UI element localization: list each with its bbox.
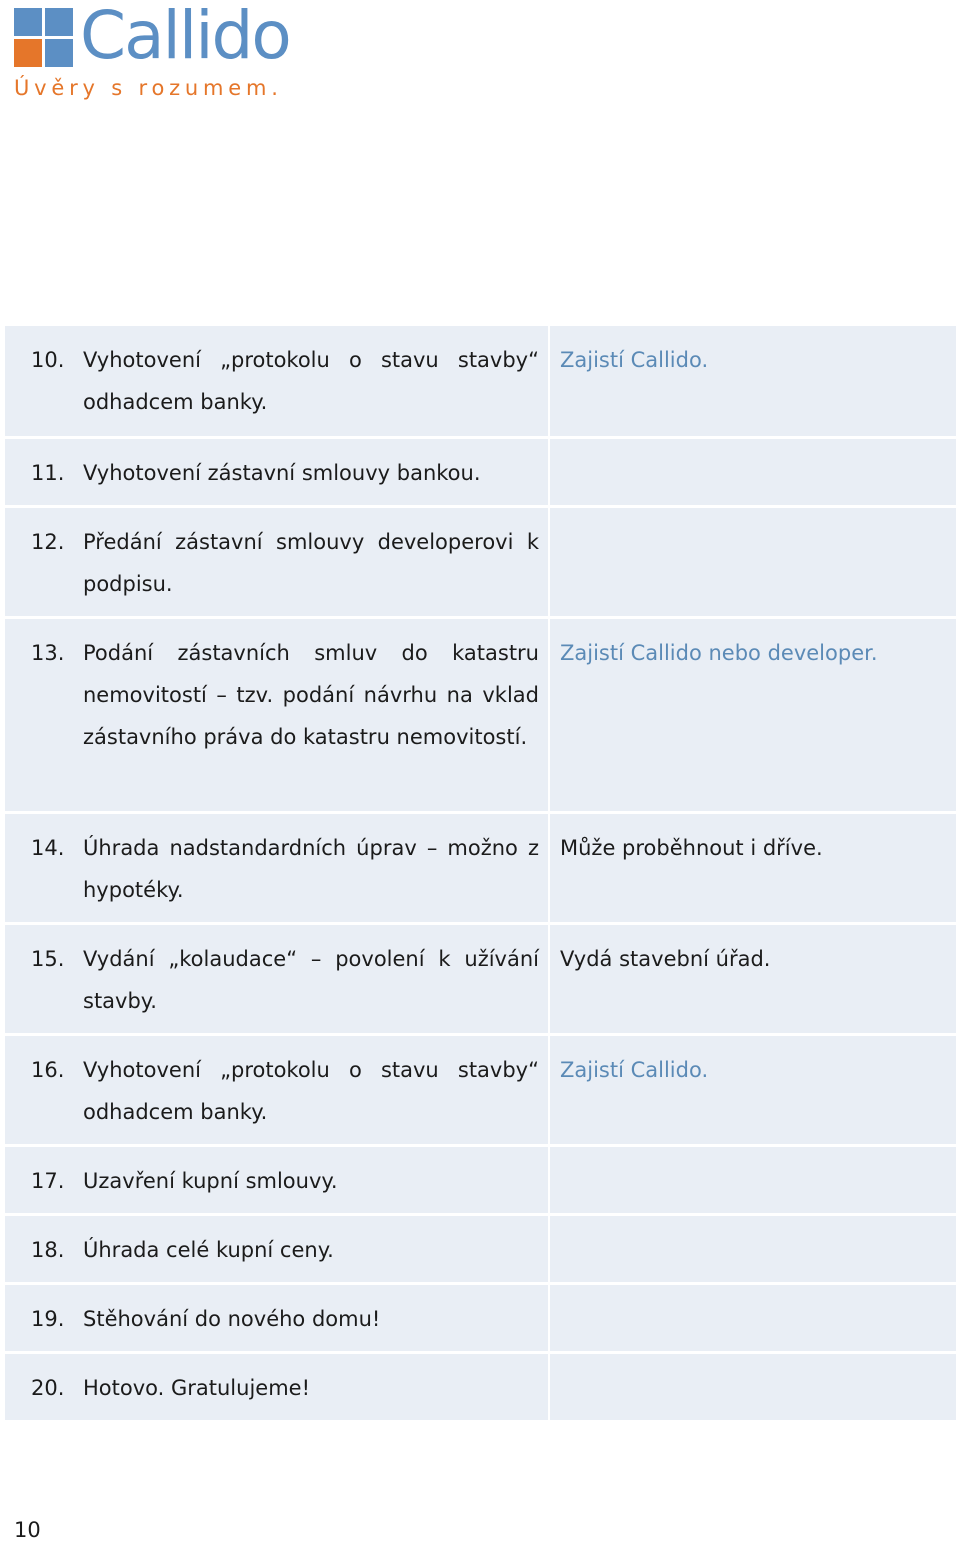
step-row [5,619,548,811]
logo-square-top-left [14,8,42,36]
logo-squares-icon [14,8,74,68]
step-text: Vyhotovení „protokolu o stavu stavby“ odhadcem banky. [83,1058,539,1124]
step-number: 14. [31,836,65,860]
step-number: 16. [31,1058,65,1082]
step-text: Stěhování do nového domu! [83,1307,381,1331]
step-row [5,925,548,1033]
step-note-cell [550,1354,956,1420]
step-note-cell [550,1147,956,1213]
step-number: 18. [31,1238,65,1262]
step-note-cell [550,1216,956,1282]
logo-tagline: Úvěry s rozumem. [14,76,283,100]
step-number: 10. [31,348,65,372]
step-note-cell [550,814,956,922]
step-row [5,508,548,616]
logo-name: Callido [80,0,290,74]
step-number: 12. [31,530,65,554]
step-note-cell [550,619,956,811]
step-text: Uzavření kupní smlouvy. [83,1169,338,1193]
step-note: Zajistí Callido. [560,348,709,372]
step-number: 20. [31,1376,65,1400]
step-text: Hotovo. Gratulujeme! [83,1376,310,1400]
step-text: Úhrada celé kupní ceny. [83,1238,334,1262]
step-row [5,1216,548,1282]
step-note-cell [550,508,956,616]
steps-table [5,326,956,1420]
step-text: Vyhotovení „protokolu o stavu stavby“ odhadcem banky. [83,348,539,414]
step-row [5,1285,548,1351]
step-note-cell [550,326,956,436]
step-text: Podání zástavních smluv do katastru nemovitostí – tzv. podání návrhu na vklad zástavního práva do katastru nemovitostí. [83,641,539,749]
step-row [5,1036,548,1144]
step-text: Vydání „kolaudace“ – povolení k užívání stavby. [83,947,539,1013]
step-note-cell [550,1036,956,1144]
callido-logo [14,0,314,101]
step-note: Vydá stavební úřad. [560,947,771,971]
step-row [5,1354,548,1420]
step-number: 17. [31,1169,65,1193]
step-text: Vyhotovení zástavní smlouvy bankou. [83,461,481,485]
step-note: Zajistí Callido nebo developer. [560,641,878,665]
page-number: 10 [14,1518,41,1542]
logo-square-bottom-right [45,39,73,67]
step-row [5,439,548,505]
step-text: Předání zástavní smlouvy developerovi k podpisu. [83,530,539,596]
step-note: Může proběhnout i dříve. [560,836,823,860]
step-number: 11. [31,461,65,485]
step-note-cell [550,439,956,505]
step-note-cell [550,1285,956,1351]
step-number: 19. [31,1307,65,1331]
step-number: 15. [31,947,65,971]
logo-square-bottom-left [14,39,42,67]
step-note: Zajistí Callido. [560,1058,709,1082]
step-row [5,1147,548,1213]
logo-square-top-right [45,8,73,36]
step-row [5,814,548,922]
step-row [5,326,548,436]
step-note-cell [550,925,956,1033]
step-text: Úhrada nadstandardních úprav – možno z hypotéky. [83,836,539,902]
step-number: 13. [31,641,65,665]
